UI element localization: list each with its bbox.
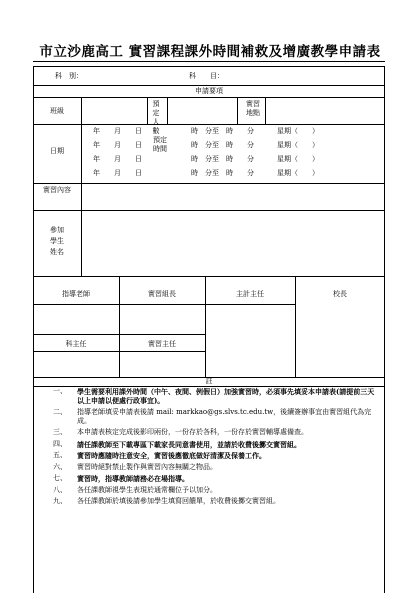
- rule: [119, 276, 120, 377]
- note-item: [53, 451, 379, 460]
- date-field[interactable]: 年 月 日: [93, 127, 142, 135]
- rule: [205, 276, 206, 377]
- date-field[interactable]: 年 月 日: [93, 141, 142, 149]
- note-number: 三、: [53, 428, 67, 437]
- dept-label: 科 別：: [55, 72, 83, 80]
- sig-dept-head: 科主任: [65, 340, 87, 348]
- note-item: [53, 497, 379, 506]
- rule: [33, 97, 385, 98]
- weekday-field[interactable]: 星期（ ）: [277, 155, 319, 163]
- frame-left: [33, 66, 34, 593]
- notes-header: 註: [205, 377, 213, 385]
- note-number: 九、: [53, 497, 67, 506]
- time-field[interactable]: 時 分至 時 分: [191, 169, 254, 177]
- sig-practice-director: 實習主任: [148, 340, 176, 348]
- time-field[interactable]: 時 分至 時 分: [191, 141, 254, 149]
- rule: [295, 276, 296, 377]
- note-text: 請任課教師至下載專區下載家長同意書使用，並請於收費後擲交實習組。: [77, 439, 301, 449]
- sig-advisor: 指導老師: [62, 290, 90, 298]
- rule: [81, 97, 82, 276]
- note-text: 實習時絕對禁止製作與實習內容無關之物品。: [77, 462, 217, 471]
- rule: [147, 97, 148, 124]
- frame-top: [33, 66, 385, 67]
- date-field[interactable]: 年 月 日: [93, 155, 142, 163]
- note-number: 八、: [53, 485, 67, 494]
- time-field[interactable]: 時 分至 時 分: [191, 127, 254, 135]
- note-number: 六、: [53, 462, 67, 471]
- rule: [33, 304, 295, 305]
- note-item: [53, 428, 379, 437]
- note-number: 一、: [53, 387, 67, 395]
- note-text: 實習時，指導教師請務必在場指導。: [77, 474, 189, 484]
- note-item: [53, 387, 379, 405]
- weekday-field[interactable]: 星期（ ）: [277, 141, 319, 149]
- note-text: 本申請表核定完成後影印兩份，一份存於各科，一份存於實習輔導處備查。: [77, 428, 308, 437]
- rule: [167, 97, 168, 124]
- section-title: 申請要項: [195, 87, 223, 95]
- rule: [265, 97, 266, 124]
- notes-list: [53, 387, 379, 509]
- application-form: [33, 66, 385, 593]
- form-title: 市立沙鹿高工 實習課程課外時間補救及增廣教學申請表: [39, 44, 381, 60]
- rule: [33, 210, 385, 211]
- rule: [237, 97, 238, 124]
- note-number: 七、: [53, 474, 67, 483]
- rule: [33, 276, 385, 277]
- rule: [33, 124, 385, 125]
- note-text: 學生需要利用課外時間（中午、夜間、例假日）加強實習時，必須事先填妥本申請表(請提前三天以上申請以便處行政事宜)。: [77, 387, 375, 406]
- note-number: 二、: [53, 407, 67, 416]
- sig-accounting: 主計主任: [236, 290, 264, 298]
- note-item: [53, 408, 379, 426]
- note-item: [53, 486, 379, 495]
- est-people-label: 預定人數: [152, 100, 160, 135]
- note-text: 各任課教師於填後請參加學生填寫回饋單，於收費後擲交實習組。: [77, 497, 280, 506]
- note-text: 指導老師填妥申請表後請 mail: markkao@gs.slvs.tc.edu.tw，後續簽辦事宜由實習組代為完成。: [77, 407, 372, 425]
- sig-section-chief: 實習組長: [148, 290, 176, 298]
- title-underline: [33, 61, 385, 62]
- content-label: 實習內容: [43, 186, 71, 194]
- sig-principal: 校長: [333, 290, 347, 298]
- rule: [33, 183, 385, 184]
- date-field[interactable]: 年 月 日: [93, 169, 142, 177]
- weekday-field[interactable]: 星期（ ）: [277, 169, 319, 177]
- place-label: 實習地點: [246, 100, 260, 117]
- rule: [33, 85, 385, 86]
- note-item: [53, 440, 379, 449]
- date-label: 日期: [50, 147, 64, 155]
- time-field[interactable]: 時 分至 時 分: [191, 155, 254, 163]
- note-text: 各任課教師視學生表現於通常欄位予以加分。: [77, 485, 217, 494]
- class-label: 班級: [50, 107, 64, 115]
- note-number: 四、: [53, 439, 67, 448]
- weekday-field[interactable]: 星期（ ）: [277, 127, 319, 135]
- frame-right: [384, 66, 385, 593]
- subject-label: 科 目：: [189, 72, 224, 80]
- note-number: 五、: [53, 451, 67, 460]
- students-label: 參加學生姓名: [50, 226, 64, 256]
- note-item: [53, 463, 379, 472]
- note-text: 實習時應隨時注意安全，實習後應徹底做好清潔及保養工作。: [77, 451, 266, 461]
- note-item: [53, 474, 379, 483]
- est-time-label: 預定時間: [153, 136, 167, 153]
